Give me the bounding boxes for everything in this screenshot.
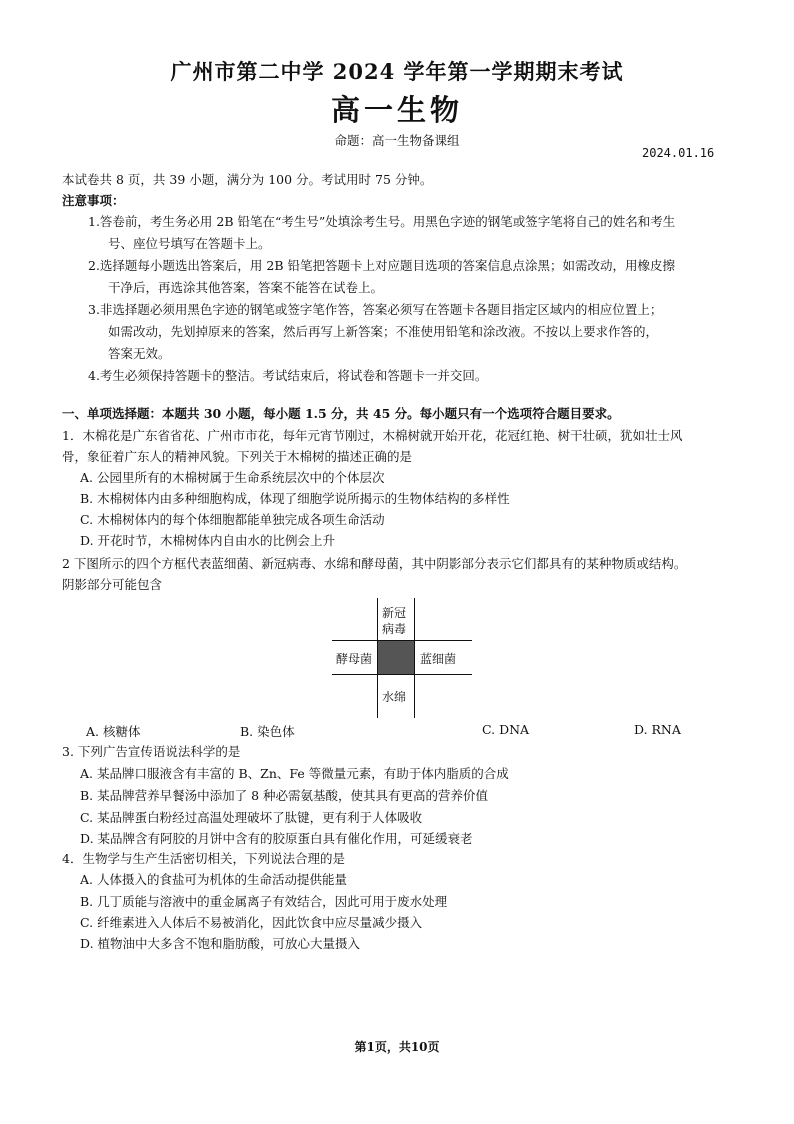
q2-stem-line2: 阴影部分可能包含 (62, 577, 163, 592)
diagram-label-left: 酵母菌 (336, 652, 373, 666)
q1-option-b: B. 木棉树体内由多种细胞构成，体现了细胞学说所揭示的生物体结构的多样性 (80, 491, 510, 506)
q3-option-b: B. 某品牌营养早餐汤中添加了 8 种必需氨基酸，使其具有更高的营养价值 (80, 788, 489, 803)
q1-option-c: C. 木棉树体内的每个体细胞都能单独完成各项生命活动 (80, 512, 385, 527)
q2-option-d: D. RNA (634, 722, 681, 737)
section-heading: 一、单项选择题：本题共 30 小题，每小题 1.5 分，共 45 分。每小题只有一个选项符合题目要求。 (62, 406, 620, 421)
notice-item-3-cont: 如需改动，先划掉原来的答案，然后再写上新答案；不准使用铅笔和涂改液。不按以上要求作答的， (108, 324, 659, 339)
q4-option-b: B. 几丁质能与溶液中的重金属离子有效结合，因此可用于废水处理 (80, 894, 448, 909)
notice-item-2: 2.选择题每小题选出答案后，用 2B 铅笔把答题卡上对应题目选项的答案信息点涂黑；如需改动，用橡皮擦 (88, 258, 676, 273)
notice-item-2-cont: 干净后，再选涂其他答案，答案不能答在试卷上。 (108, 280, 384, 295)
q3-option-c: C. 某品牌蛋白粉经过高温处理破坏了肽键，更有利于人体吸收 (80, 810, 423, 825)
notice-item-3-cont2: 答案无效。 (108, 346, 171, 361)
q2-stem-line1: 2 下图所示的四个方框代表蓝细菌、新冠病毒、水绵和酵母菌，其中阴影部分表示它们都具有的某种物质或结构。 (62, 556, 687, 571)
diagram-hline-bottom (332, 674, 472, 675)
notice-item-1: 1.答卷前，考生务必用 2B 铅笔在“考生号”处填涂考生号。用黑色字迹的钢笔或签字笔将自己的姓名和考生 (88, 214, 676, 229)
q1-stem-line2: 骨，象征着广东人的精神风貌。下列关于木棉树的描述正确的是 (62, 449, 413, 464)
diagram-label-top1: 新冠 (382, 606, 407, 620)
subject-title: 高一生物 (330, 93, 463, 127)
notice-item-3: 3.非选择题必须用黑色字迹的钢笔或签字笔作答，答案必须写在答题卡各题目指定区域内的相应位置上； (88, 302, 663, 317)
diagram-label-right: 蓝细菌 (420, 652, 457, 666)
exam-title: 广州市第二中学 2024 学年第一学期期末考试 (170, 59, 624, 84)
q1-stem-line1: 1．木棉花是广东省省花、广州市市花，每年元宵节刚过，木棉树就开始开花，花冠红艳、树干壮硕，犹如壮士风 (62, 428, 683, 443)
notice-heading: 注意事项： (62, 193, 125, 208)
q4-option-a: A. 人体摄入的食盐可为机体的生命活动提供能量 (80, 872, 347, 887)
notice-item-1-cont: 号、座位号填写在答题卡上。 (108, 236, 271, 251)
q2-option-b: B. 染色体 (240, 724, 295, 739)
setter-line: 命题：高一生物备课组 (334, 133, 460, 148)
q1-option-a: A. 公园里所有的木棉树属于生命系统层次中的个体层次 (80, 470, 385, 485)
diagram-label-top2: 病毒 (382, 622, 407, 636)
q3-option-a: A. 某品牌口服液含有丰富的 B、Zn、Fe 等微量元素，有助于体内脂质的合成 (80, 766, 509, 781)
notice-item-4: 4.考生必须保持答题卡的整洁。考试结束后，将试卷和答题卡一并交回。 (88, 368, 488, 383)
q4-option-d: D. 植物油中大多含不饱和脂肪酸，可放心大量摄入 (80, 936, 361, 951)
q3-stem: 3. 下列广告宣传语说法科学的是 (62, 744, 241, 759)
q3-option-d: D. 某品牌含有阿胶的月饼中含有的胶原蛋白具有催化作用，可延缓衰老 (80, 831, 473, 846)
q4-option-c: C. 纤维素进入人体后不易被消化，因此饮食中应尽量减少摄入 (80, 915, 423, 930)
diagram-label-bottom: 水绵 (382, 690, 407, 704)
q1-option-d: D. 开花时节，木棉树体内自由水的比例会上升 (80, 533, 336, 548)
q4-stem: 4．生物学与生产生活密切相关，下列说法合理的是 (62, 851, 345, 866)
diagram-vline-right (414, 598, 415, 718)
exam-date: 2024.01.16 (642, 146, 715, 160)
q2-venn-diagram (332, 598, 472, 718)
q2-option-a: A. 核糖体 (86, 724, 141, 739)
q2-option-c: C. DNA (482, 722, 530, 737)
diagram-shaded-overlap (378, 641, 414, 674)
page-footer: 第1页，共10页 (354, 1040, 440, 1054)
paper-info: 本试卷共 8 页，共 39 小题，满分为 100 分。考试用时 75 分钟。 (62, 172, 433, 187)
